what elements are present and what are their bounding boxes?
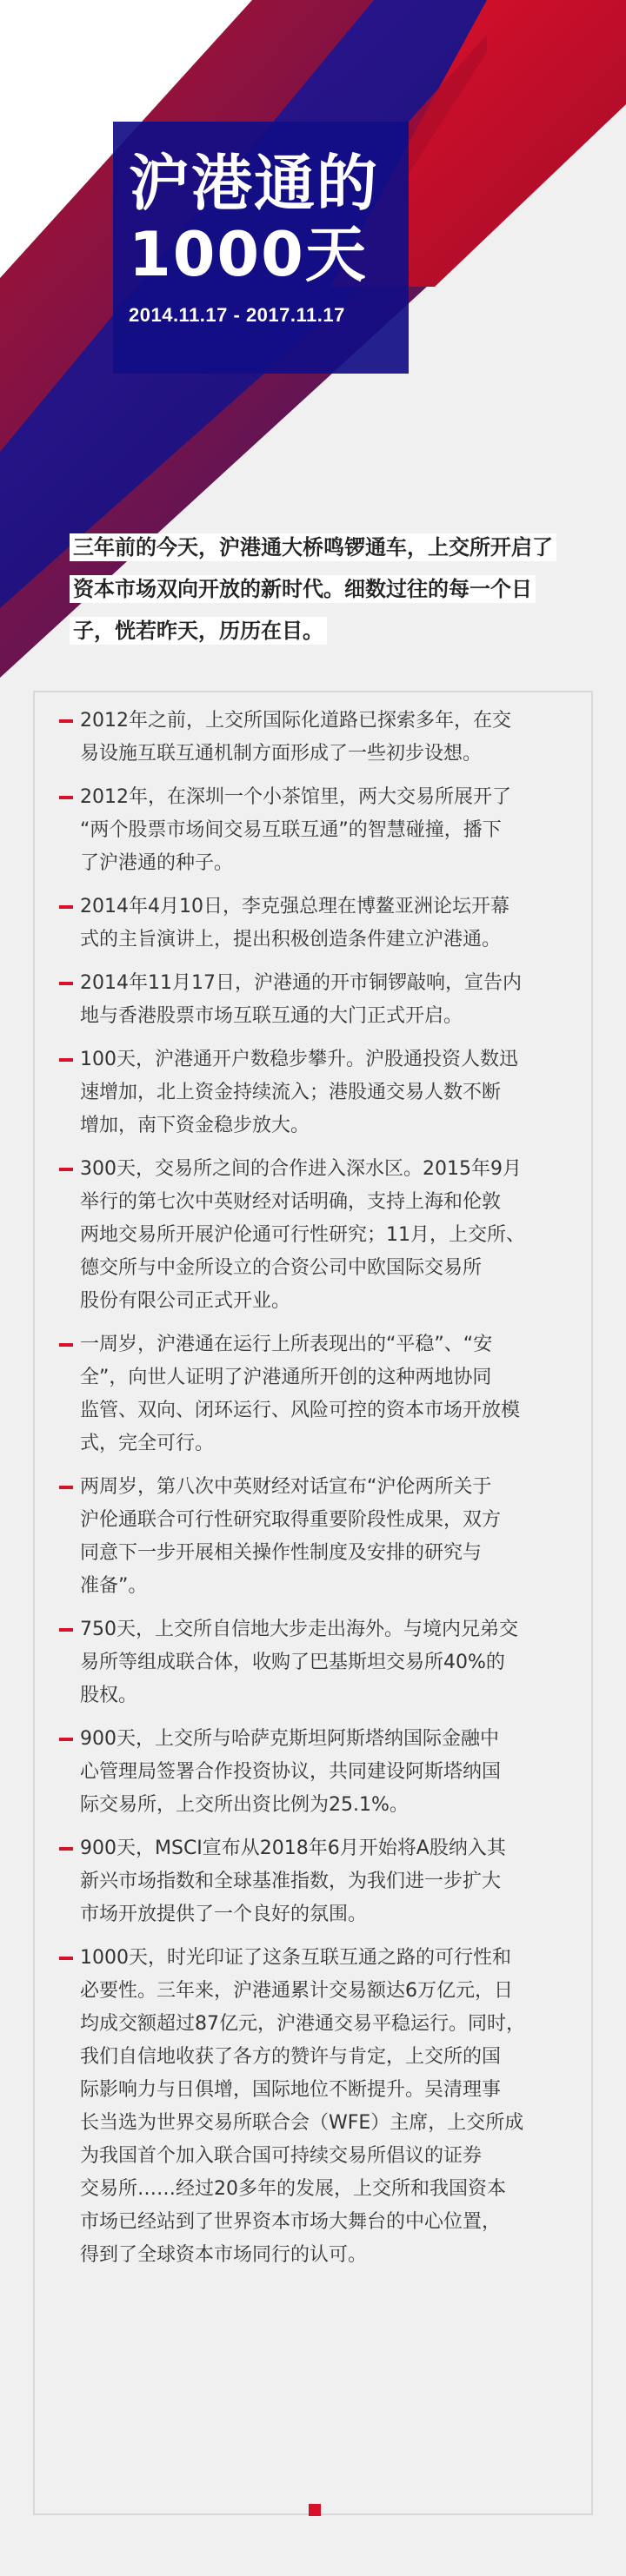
timeline-item-line: 了沪港通的种子。 — [80, 852, 234, 874]
timeline-item-line: 同意下一步开展相关操作性制度及安排的研究与 — [80, 1542, 483, 1564]
intro-paragraph — [70, 526, 591, 652]
bullet-dash-icon — [59, 1486, 73, 1489]
timeline-item — [35, 1942, 595, 2272]
timeline-item-line: 增加，南下资金稳步放大。 — [80, 1115, 310, 1136]
timeline-item — [35, 1043, 595, 1142]
timeline-item-line: 750天，上交所自信地大步走出海外。与境内兄弟交 — [80, 1619, 518, 1640]
bullet-dash-icon — [59, 982, 73, 985]
timeline-item-line: 两周岁，第八次中英财经对话宣布“沪伦两所关于 — [80, 1476, 492, 1498]
end-marker-icon — [309, 2504, 321, 2516]
bullet-dash-icon — [59, 905, 73, 909]
timeline-item-line: 际影响力与日俱增，国际地位不断提升。吴清理事 — [80, 2079, 502, 2101]
timeline-item-line: 易设施互联互通机制方面形成了一些初步设想。 — [80, 743, 483, 765]
timeline-item-line: 900天，上交所与哈萨克斯坦阿斯塔纳国际金融中 — [80, 1728, 499, 1750]
timeline-item — [35, 1471, 595, 1603]
intro-line: 资本市场双向开放的新时代。细数过往的每一个日 — [70, 568, 591, 610]
bullet-dash-icon — [59, 1847, 73, 1851]
timeline-item-line: 速增加，北上资金持续流入；港股通交易人数不断 — [80, 1082, 502, 1103]
timeline-item-line: 为我国首个加入联合国可持续交易所倡议的证券 — [80, 2145, 483, 2167]
timeline-item-line: 长当选为世界交易所联合会（WFE）主席，上交所成 — [80, 2112, 524, 2134]
timeline-item-line: 1000天，时光印证了这条互联互通之路的可行性和 — [80, 1947, 511, 1969]
bullet-dash-icon — [59, 1168, 73, 1171]
intro-line: 三年前的今天，沪港通大桥鸣锣通车，上交所开启了 — [70, 526, 591, 568]
timeline-item-line: 市场开放提供了一个良好的氛围。 — [80, 1904, 368, 1925]
timeline-item-line: 新兴市场指数和全球基准指数，为我们进一步扩大 — [80, 1871, 502, 1892]
timeline-item-line: 市场已经站到了世界资本市场大舞台的中心位置， — [80, 2211, 502, 2233]
timeline-item-line: 德交所与中金所设立的合资公司中欧国际交易所 — [80, 1257, 483, 1279]
timeline-item-line: 心管理局签署合作投资协议，共同建设阿斯塔纳国 — [80, 1761, 502, 1783]
page-title-line2: 1000天 — [129, 219, 368, 290]
timeline-item-line: 全”，向世人证明了沪港通所开创的这种两地协同 — [80, 1367, 492, 1388]
timeline-item-line: 准备”。 — [80, 1575, 148, 1597]
bullet-dash-icon — [59, 1738, 73, 1741]
timeline-box — [33, 691, 593, 2515]
bullet-dash-icon — [59, 719, 73, 723]
bullet-dash-icon — [59, 1343, 73, 1347]
timeline-item-line: 股份有限公司正式开业。 — [80, 1290, 291, 1312]
timeline-item-line: 100天，沪港通开户数稳步攀升。沪股通投资人数迅 — [80, 1049, 518, 1070]
timeline-item-line: 式，完全可行。 — [80, 1433, 215, 1454]
timeline-item-line: 股权。 — [80, 1685, 138, 1706]
timeline-item-line: 交易所……经过20多年的发展，上交所和我国资本 — [80, 2178, 506, 2200]
bullet-dash-icon — [59, 796, 73, 799]
timeline-item-line: 必要性。三年来，沪港通累计交易额达6万亿元，日 — [80, 1980, 513, 2002]
timeline-item-line: 两地交易所开展沪伦通可行性研究；11月，上交所、 — [80, 1224, 525, 1246]
timeline-item-line: 我们自信地收获了各方的赞许与肯定，上交所的国 — [80, 2046, 502, 2068]
timeline-item-line: 际交易所，上交所出资比例为25.1%。 — [80, 1794, 409, 1816]
timeline-item-line: 一周岁，沪港通在运行上所表现出的“平稳”、“安 — [80, 1334, 493, 1355]
timeline-item-line: 举行的第七次中英财经对话明确，支持上海和伦敦 — [80, 1191, 502, 1213]
timeline-item-line: 得到了全球资本市场同行的认可。 — [80, 2244, 368, 2266]
timeline-item-line: 2012年，在深圳一个小茶馆里，两大交易所展开了 — [80, 786, 511, 808]
timeline-item — [35, 781, 595, 880]
intro-line: 子，恍若昨天，历历在目。 — [70, 610, 591, 652]
timeline-item — [35, 1328, 595, 1460]
date-range: 2014.11.17 - 2017.11.17 — [129, 304, 345, 326]
bullet-dash-icon — [59, 1628, 73, 1632]
timeline-item-line: “两个股票市场间交易互联互通”的智慧碰撞，播下 — [80, 819, 502, 841]
timeline-item — [35, 1723, 595, 1822]
bullet-dash-icon — [59, 1058, 73, 1062]
timeline-item-line: 监管、双向、闭环运行、风险可控的资本市场开放模 — [80, 1400, 521, 1421]
timeline-item-line: 300天，交易所之间的合作进入深水区。2015年9月 — [80, 1158, 522, 1180]
timeline-item — [35, 891, 595, 957]
bullet-dash-icon — [59, 1957, 73, 1960]
timeline-item-line: 2012年之前，上交所国际化道路已探索多年，在交 — [80, 710, 511, 732]
timeline-item-line: 2014年11月17日，沪港通的开市铜锣敲响，宣告内 — [80, 972, 522, 994]
timeline-item-line: 均成交额超过87亿元，沪港通交易平稳运行。同时， — [80, 2013, 525, 2035]
timeline-item-line: 式的主旨演讲上，提出积极创造条件建立沪港通。 — [80, 929, 502, 950]
timeline-item — [35, 1153, 595, 1318]
timeline-item-line: 900天，MSCI宣布从2018年6月开始将A股纳入其 — [80, 1838, 506, 1859]
timeline-item — [35, 1613, 595, 1712]
timeline-item-line: 2014年4月10日，李克强总理在博鳌亚洲论坛开幕 — [80, 896, 509, 917]
timeline-list — [35, 705, 595, 2282]
timeline-item — [35, 967, 595, 1033]
timeline-item — [35, 705, 595, 771]
title-block — [129, 148, 390, 374]
timeline-item-line: 易所等组成联合体，收购了巴基斯坦交易所40%的 — [80, 1652, 505, 1673]
timeline-item-line: 地与香港股票市场互联互通的大门正式开启。 — [80, 1005, 463, 1027]
timeline-item — [35, 1832, 595, 1931]
timeline-item-line: 沪伦通联合可行性研究取得重要阶段性成果，双方 — [80, 1509, 502, 1531]
page-title-line1: 沪港通的 — [129, 148, 379, 219]
